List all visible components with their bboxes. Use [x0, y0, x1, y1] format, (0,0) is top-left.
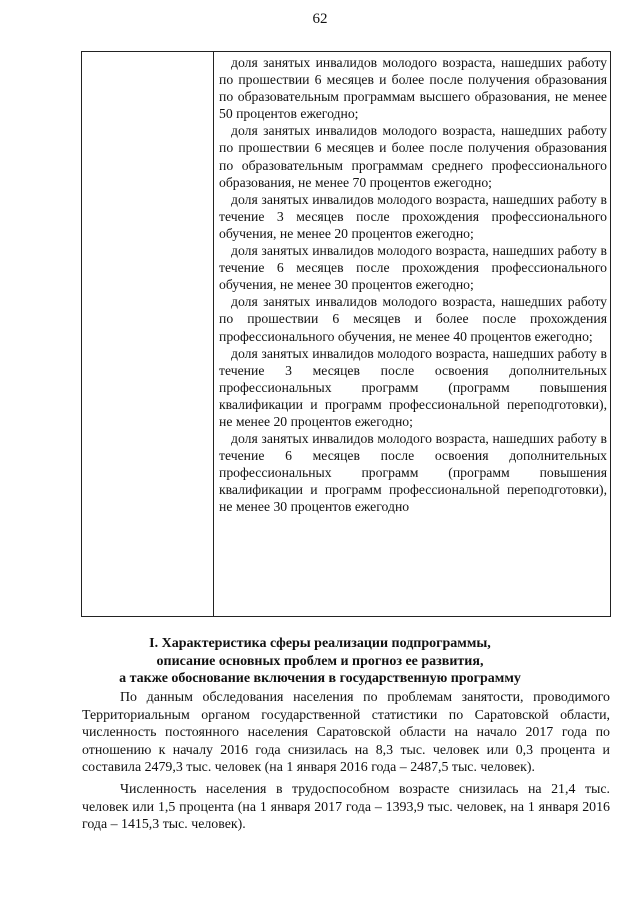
indicator-item: доля занятых инвалидов молодого возраста, нашедших работу в течение 6 месяцев после освоения дополнительных профессиональных программ (программ повышения квалификации и программ профессиональной переподготовки), не менее 30 процентов ежегодно [219, 431, 607, 515]
section-heading-line: описание основных проблем и прогноз ее развития, [156, 653, 484, 669]
table-right-cell [219, 54, 607, 516]
section-heading [0, 635, 640, 688]
section-heading-line: а также обоснование включения в государственную программу [119, 671, 521, 687]
body-paragraph: Численность населения в трудоспособном возрасте снизилась на 21,4 тыс. человек или 1,5 процента (на 1 января 2017 года – 1393,9 тыс. человек, на 1 января 2016 года – 1415,3 тыс. человек). [82, 781, 610, 833]
indicator-item: доля занятых инвалидов молодого возраста, нашедших работу по прошествии 6 месяцев и более после прохождения профессионального обучения, не менее 40 процентов ежегодно; [219, 294, 607, 344]
table-column-divider [213, 51, 214, 617]
indicator-item: доля занятых инвалидов молодого возраста, нашедших работу в течение 6 месяцев после прохождения профессионального обучения, не менее 30 процентов ежегодно; [219, 243, 607, 293]
indicator-item: доля занятых инвалидов молодого возраста, нашедших работу по прошествии 6 месяцев и более после получения образования по образовательным программам высшего образования, не менее 50 процентов ежегодно; [219, 55, 607, 122]
page-number: 62 [312, 11, 328, 27]
section-heading-line: I. Характеристика сферы реализации подпрограммы, [149, 636, 491, 651]
indicator-item: доля занятых инвалидов молодого возраста, нашедших работу в течение 3 месяцев после освоения дополнительных профессиональных программ (программ повышения квалификации и программ профессиональной переподготовки), не менее 20 процентов ежегодно; [219, 345, 607, 429]
indicator-item: доля занятых инвалидов молодого возраста, нашедших работу по прошествии 6 месяцев и более после получения образования по образовательным программам среднего профессионального образования, не менее 70 процентов ежегодно; [219, 123, 607, 190]
section-body [82, 689, 610, 838]
indicator-item: доля занятых инвалидов молодого возраста, нашедших работу в течение 3 месяцев после прохождения профессионального обучения, не менее 20 процентов ежегодно; [219, 191, 607, 241]
body-paragraph: По данным обследования населения по проблемам занятости, проводимого Территориальным органом государственной статистики по Саратовской области, численность постоянного населения Саратовской области на начало 2017 года по отношению к началу 2016 года снизилась на 8,3 тыс. человек или 0,3 процента и составила 2479,3 тыс. человек (на 1 января 2016 года – 2487,5 тыс. человек). [82, 690, 610, 776]
